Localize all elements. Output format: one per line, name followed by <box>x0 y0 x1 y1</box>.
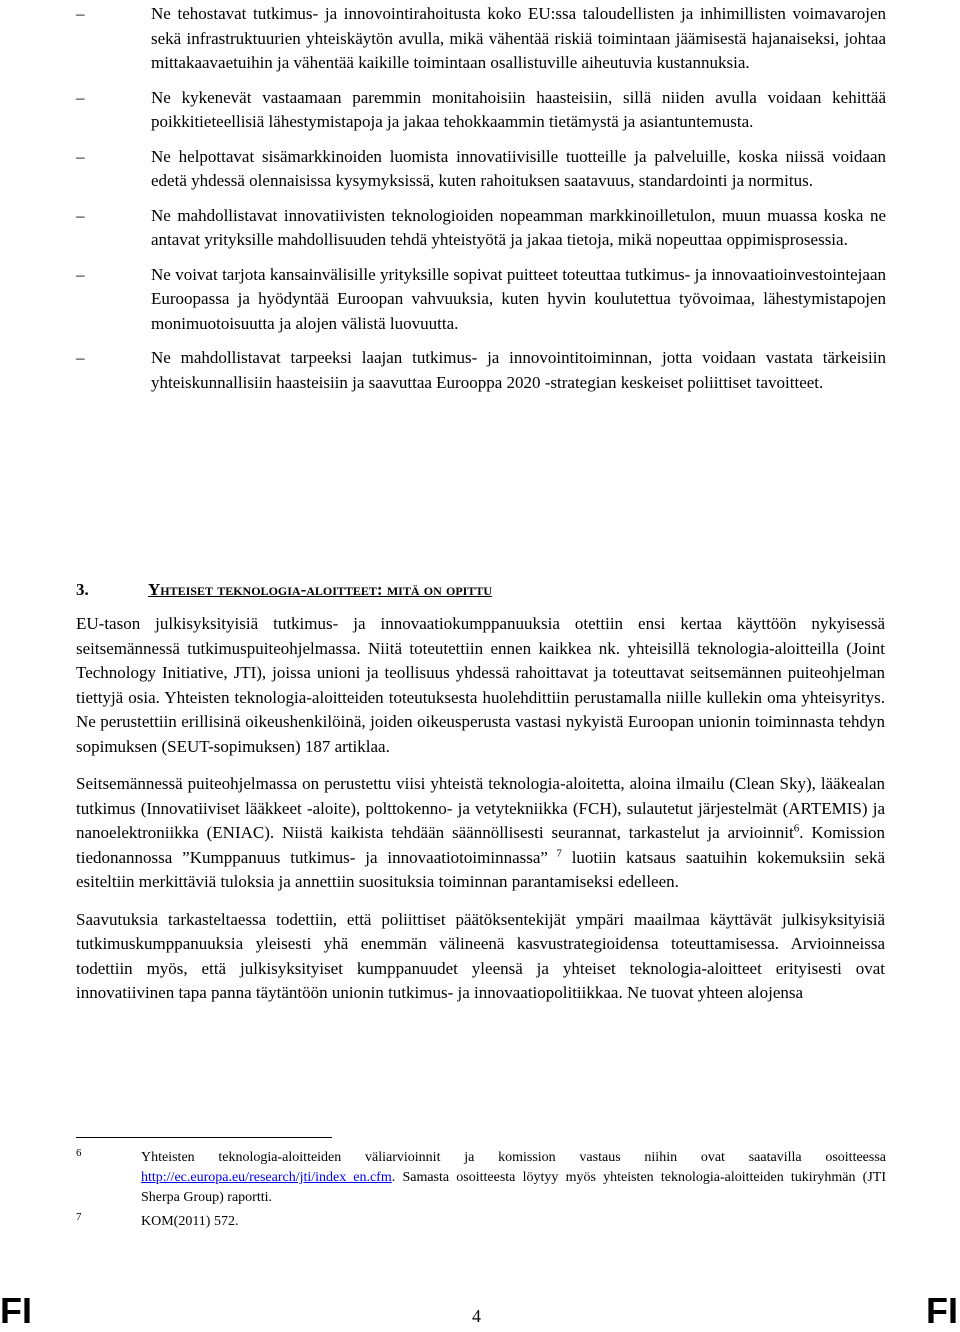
list-item <box>76 204 886 253</box>
dash-marker: – <box>76 348 85 367</box>
bullet-list <box>76 2 886 405</box>
footnotes <box>76 1148 886 1232</box>
bullet-text: Ne helpottavat sisämarkkinoiden luomista innovatiivisille tuotteille ja palveluille, koska niissä voidaan edetä yhdessä olennaisissa kysymyksissä, kuten rahoituksen saatavuus, standardointi ja normitus. <box>151 146 886 190</box>
dash-marker: – <box>76 205 85 225</box>
bullet-text: Ne tehostavat tutkimus- ja innovointirahoitusta koko EU:ssa taloudellisten ja inhimillisten voimavarojen sekä infrastruktuurien yhteiskäytön avulla, mikä vähentää riskiä toimintaan jäämisestä hajanaiseksi, johtaa mittakaavaetuihin ja vähentää kaikille toimintaan osallistuville aiheutuvia kustannuksia. <box>151 4 886 72</box>
paragraph: Saavutuksia tarkasteltaessa todettiin, että poliittiset päätöksentekijät ympäri maailmaa käyttävät julkisyksityisiä tutkimuskumppanuuksia yleisesti yhä enemmän välineenä kasvustrategioidensa toteuttamisessa. Arvioinneissa todettiin myös, että julkisyksityiset kumppanuudet yleensä ja yhteiset teknologia-aloitteet erityisesti ovat innovatiivinen tapa panna täytäntöön unionin tutkimus- ja innovaatiopolitiikkaa. Ne tuovat yhteen alojensa <box>76 909 885 1002</box>
footnote-number: 7 <box>76 1211 82 1223</box>
footnote-link[interactable]: http://ec.europa.eu/research/jti/index_en.cfm <box>141 1170 392 1185</box>
bullet-text: Ne mahdollistavat tarpeeksi laajan tutkimus- ja innovointitoiminnan, jotta voidaan vastata tärkeisiin yhteiskunnallisiin haasteisiin ja saavuttaa Eurooppa 2020 -strategian keskeiset poliittiset tavoitteet. <box>151 348 886 392</box>
footnote-ref[interactable]: 6 <box>793 822 800 835</box>
bullet-text: Ne mahdollistavat innovatiivisten teknologioiden nopeamman markkinoilletulon, muun muassa koska ne antavat yrityksille mahdollisuuden tehdä yhteistyötä ja jakaa tietoja, mikä nopeuttaa oppimisprosessia. <box>151 205 886 249</box>
paragraph: EU-tason julkisyksityisiä tutkimus- ja innovaatiokumppanuuksia otettiin ensi kertaa käyttöön nykyisessä seitsemännessä tutkimuspuiteohjelmassa. Niitä toteutettiin ennen kaikkea nk. yhteisillä teknologia-aloitteilla (Joint Technology Initiative, JTI), joissa unioni ja teollisuus yhdessä rahoittavat ja toteuttavat seitsemännen puiteohjelman tiettyjä osia. Yhteisten teknologia-aloitteiden toteutuksesta huolehdittiin perustamalla niille kullekin oma yhteisyritys. Ne perustettiin erillisinä oikeushenkilöinä, joiden oikeusperusta vastasi nykyistä Euroopan unionin toiminnasta tehdyn sopimuksen (SEUT-sopimuksen) 187 artiklaa. <box>76 614 885 756</box>
paragraph-text: . Komission tiedonannossa ”Kumppanuus tutkimus- ja innovaatiotoiminnassa” <box>76 823 885 867</box>
paragraph-text: Seitsemännessä puiteohjelmassa on perustettu viisi yhteistä teknologia-aloitetta, aloina ilmailu (Clean Sky), lääkealan tutkimus (Innovatiiviset lääkkeet -aloite), polttokenno- ja vetytekniikka (FCH), sulautetut järjestelmät (ARTEMIS) ja nanoelektroniikka (ENIAC). Niistä kaikista tehdään säännöllisesti seurannat, tarkastelut ja arvioinnit <box>76 774 885 842</box>
list-item <box>76 346 886 395</box>
list-item <box>76 145 886 194</box>
section-title: Yhteiset teknologia-aloitteet: mitä on opittu <box>148 580 493 599</box>
dash-marker: – <box>76 264 85 284</box>
section-number: 3. <box>76 580 89 599</box>
footnote <box>76 1148 886 1208</box>
body-text <box>76 612 885 1019</box>
footnote-divider <box>76 1137 332 1138</box>
bullet-text: Ne kykenevät vastaamaan paremmin monitahoisiin haasteisiin, sillä niiden avulla voidaan kehittää poikkitieteellisiä lähestymistapoja ja jakaa tehokkaammin tietämystä ja asiantuntemusta. <box>151 87 886 131</box>
paragraph-text: luotiin katsaus saatuihin kokemuksiin sekä esiteltiin merkittäviä tuloksia ja annettiin suosituksia toiminnan parantamiseksi edelleen. <box>76 847 886 891</box>
footnote-text: KOM(2011) 572. <box>141 1214 239 1229</box>
list-item <box>76 263 886 337</box>
paragraph <box>76 772 885 895</box>
footer-language-right: FI <box>926 1290 958 1331</box>
section-heading <box>76 578 886 602</box>
footnote-ref[interactable]: 7 <box>547 846 562 859</box>
list-item <box>76 2 886 76</box>
footnote <box>76 1212 886 1232</box>
footnote-text: . Samasta osoitteesta löytyy myös yhteisten teknologia-aloitteiden tukiryhmän (JTI Sherpa Group) raportti. <box>141 1170 886 1205</box>
footnote-number: 6 <box>76 1147 82 1159</box>
bullet-text: Ne voivat tarjota kansainvälisille yrityksille sopivat puitteet toteuttaa tutkimus- ja innovaatioinvestointejaan Euroopassa ja hyödyntää Euroopan vahvuuksia, kuten hyvin koulutettua työvoimaa, lähestymistapojen monimuotoisuutta ja alojen välistä luovuutta. <box>151 264 886 333</box>
page-number: 4 <box>472 1306 481 1326</box>
footer-language-left: FI <box>0 1290 32 1331</box>
dash-marker: – <box>76 4 85 23</box>
footnote-text: Yhteisten teknologia-aloitteiden väliarvioinnit ja komission vastaus niihin ovat saatavilla osoitteessa <box>141 1150 886 1165</box>
list-item <box>76 86 886 135</box>
dash-marker: – <box>76 146 85 166</box>
dash-marker: – <box>76 87 85 107</box>
